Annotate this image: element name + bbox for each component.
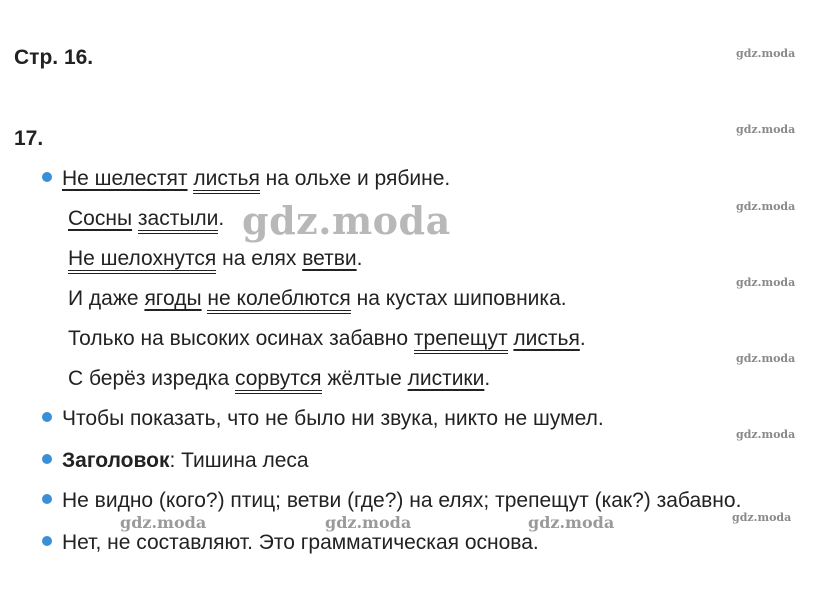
watermark: gdz.moda — [736, 428, 796, 441]
subject-word: ветви — [302, 247, 357, 270]
subject-word: ягоды — [144, 287, 202, 310]
subject-word: листики — [407, 367, 485, 390]
bullet-marker — [42, 172, 52, 182]
watermark: gdz.moda — [732, 511, 792, 524]
watermark: gdz.moda — [736, 352, 796, 365]
bullet-item-5 — [42, 530, 539, 556]
watermark: gdz.moda — [736, 200, 796, 213]
sentence-2 — [68, 206, 224, 232]
sentence-rest: . — [218, 207, 225, 230]
bullet-text: Нет, не составляют. Это грамматическая основа. — [62, 531, 539, 554]
sentence-rest: . — [356, 247, 363, 270]
predicate-word: сорвутся — [235, 367, 322, 394]
bullet-item-4 — [42, 488, 741, 514]
predicate-word: Не шелохнутся — [68, 247, 216, 274]
watermark: gdz.moda — [736, 47, 796, 60]
predicate-word: застыли — [138, 207, 219, 234]
sentence-6 — [68, 366, 490, 392]
bullet-marker — [42, 494, 52, 504]
predicate-word: трепещут — [414, 327, 508, 354]
exercise-number: 17. — [14, 127, 44, 150]
sentence-pre: И даже — [68, 287, 139, 310]
subject-word: листья — [513, 327, 580, 350]
watermark: gdz.moda — [120, 513, 207, 532]
sentence-mid: на елях — [222, 247, 297, 270]
bullet-marker — [42, 412, 52, 422]
bullet-text: Чтобы показать, что не было ни звука, никто не шумел. — [62, 407, 604, 430]
bullet-item-3 — [42, 448, 309, 474]
sentence-rest: на ольхе и рябине. — [265, 167, 451, 190]
subject-word: Сосны — [68, 207, 133, 230]
watermark: gdz.moda — [528, 513, 615, 532]
bullet-marker — [42, 454, 52, 464]
predicate-word: листья — [193, 167, 259, 194]
sentence-3 — [68, 246, 362, 272]
watermark: gdz.moda — [736, 276, 796, 289]
sentence-4 — [68, 286, 567, 312]
watermark: gdz.moda — [736, 123, 796, 136]
sentence-mid: жёлтые — [327, 367, 402, 390]
page-title: Стр. 16. — [14, 46, 94, 69]
bullet-text: : Тишина леса — [169, 449, 309, 472]
sentence-pre: Только на высоких осинах забавно — [68, 327, 409, 350]
bullet-text: Не видно (кого?) птиц; ветви (где?) на елях; трепещут (как?) забавно. — [62, 489, 742, 512]
sentence-rest: на кустах шиповника. — [356, 287, 567, 310]
bullet-item-2 — [42, 406, 604, 432]
watermark: gdz.moda — [325, 513, 412, 532]
sentence-pre: С берёз изредка — [68, 367, 230, 390]
predicate-word: не колеблются — [207, 287, 350, 314]
title-label: Заголовок — [62, 449, 170, 472]
sentence-5 — [68, 326, 586, 352]
sentence-1 — [42, 166, 450, 192]
subject-word: Не шелестят — [62, 167, 188, 190]
bullet-marker — [42, 536, 52, 546]
sentence-rest: . — [579, 327, 586, 350]
sentence-rest: . — [484, 367, 491, 390]
watermark-large: gdz.moda — [242, 198, 451, 243]
